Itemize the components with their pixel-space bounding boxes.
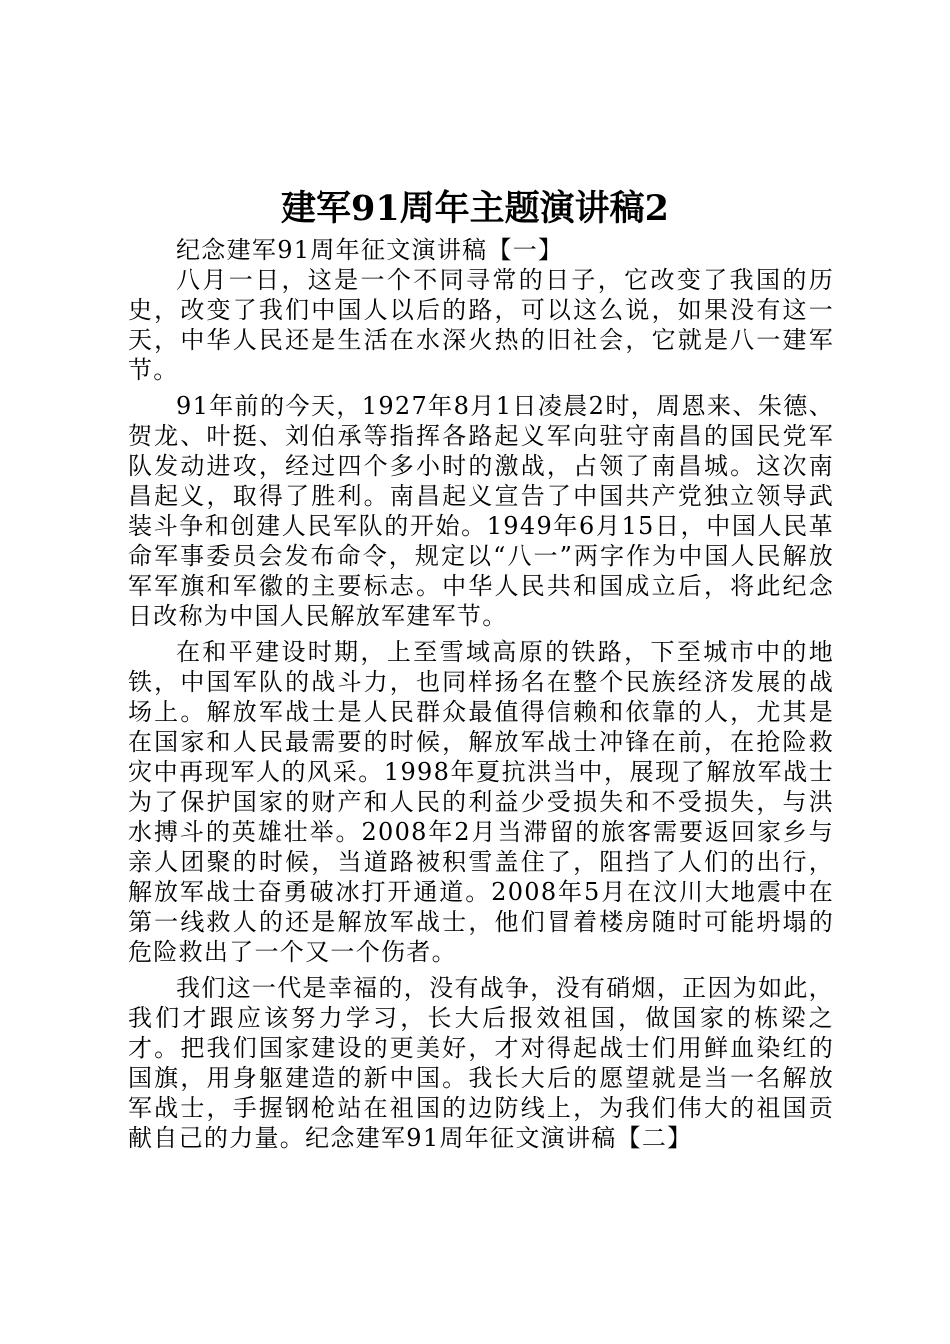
paragraph-2: 91年前的今天，1927年8月1日凌晨2时，周恩来、朱德、贺龙、叶挺、刘伯承等指挥各路起义军向驻守南昌的国民党军队发动进攻，经过四个多小时的激战，占领了南昌城。这次南昌起义，取得了胜利。南昌起义宣告了中国共产党独立领导武装斗争和创建人民军队的开始。1949年6月15日，中国人民革命军事委员会发布命令，规定以“八一”两字作为中国人民解放军军旗和军徽的主要标志。中华人民共和国成立后，将此纪念日改称为中国人民解放军建军节。 xyxy=(128,392,834,630)
paragraph-subtitle: 纪念建军91周年征文演讲稿【一】 xyxy=(176,236,564,264)
paragraph-4: 我们这一代是幸福的，没有战争，没有硝烟，正因为如此，我们才跟应该努力学习，长大后报效祖国，做国家的栋梁之才。把我们国家建设的更美好，才对得起战士们用鲜血染红的国旗，用身躯建造的新中国。我长大后的愿望就是当一名解放军战士，手握钢枪站在祖国的边防线上，为我们伟大的祖国贡献自己的力量。纪念建军91周年征文演讲稿【二】 xyxy=(128,974,834,1152)
document-title: 建军91周年主题演讲稿2 xyxy=(280,188,670,229)
document-body xyxy=(128,235,834,1153)
paragraph-3: 在和平建设时期，上至雪域高原的铁路，下至城市中的地铁，中国军队的战斗力，也同样扬名在整个民族经济发展的战场上。解放军战士是人民群众最值得信赖和依靠的人，尤其是在国家和人民最需要的时候，解放军战士冲锋在前，在抢险救灾中再现军人的风采。1998年夏抗洪当中，展现了解放军战士为了保护国家的财产和人民的利益少受损失和不受损失，与洪水搏斗的英雄壮举。2008年2月当滞留的旅客需要返回家乡与亲人团聚的时候，当道路被积雪盖住了，阻挡了人们的出行，解放军战士奋勇破冰打开通道。2008年5月在汶川大地震中在第一线救人的还是解放军战士，他们冒着楼房随时可能坍塌的危险救出了一个又一个伤者。 xyxy=(128,638,834,966)
paragraph-1: 八月一日，这是一个不同寻常的日子，它改变了我国的历史，改变了我们中国人以后的路，可以这么说，如果没有这一天，中华人民还是生活在水深火热的旧社会，它就是八一建军节。 xyxy=(128,266,834,384)
